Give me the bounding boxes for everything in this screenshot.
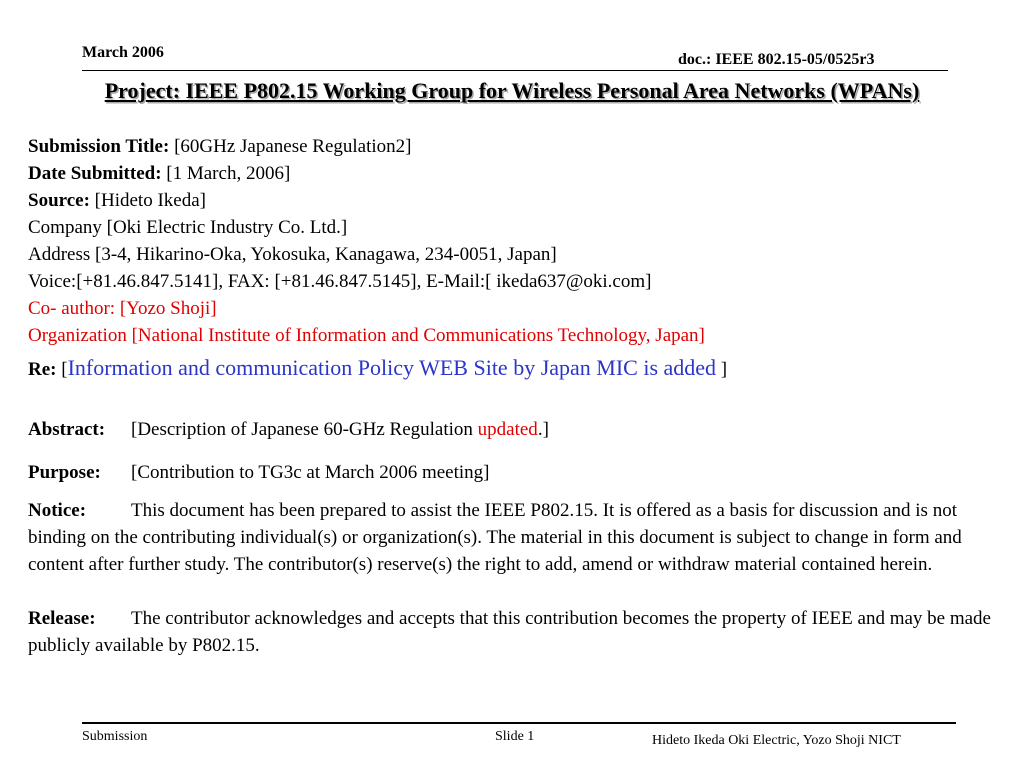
notice-label: Notice: [28,500,87,521]
abstract-line [28,419,549,441]
submission-title-label: Submission Title: [28,136,170,157]
purpose-label: Purpose: [28,462,101,483]
project-title: Project: IEEE P802.15 Working Group for Wireless Personal Area Networks (WPANs) [104,78,920,103]
voice-line: Voice:[+81.46.847.5141], FAX: [+81.46.847.5145], E-Mail:[ ikeda637@oki.com] [28,271,652,292]
coauthor-line: Co- author: [Yozo Shoji] [28,298,217,319]
header-rule [82,70,948,71]
re-open-bracket: [ [56,359,68,380]
notice-text: This document has been prepared to assist the IEEE P802.15. It is offered as a basis for discussion and is not binding on the contributing individual(s) or organization(s). The material in this document is subject to change in form and content after further study. The contributor(s) reserve(s) the right to add, amend or withdraw material contained herein. [28,500,962,575]
submission-title-value: [60GHz Japanese Regulation2] [174,136,412,157]
abstract-highlight: updated [477,419,538,440]
source-line [28,190,206,212]
notice-paragraph [28,497,1018,578]
re-value: Information and communication Policy WEB Site by Japan MIC is added [67,355,717,380]
release-label: Release: [28,608,96,629]
address-line: Address [3-4, Hikarino-Oka, Yokosuka, Kanagawa, 234-0051, Japan] [28,244,557,265]
company-line: Company [Oki Electric Industry Co. Ltd.] [28,217,348,238]
footer-authors: Hideto Ikeda Oki Electric, Yozo Shoji NICT [652,733,901,748]
footer-rule [82,722,956,724]
source-value: [Hideto Ikeda] [94,190,206,211]
submission-title-line [28,136,412,158]
footer-submission: Submission [82,729,148,744]
abstract-text: [Description of Japanese 60-GHz Regulation [131,419,478,440]
release-text: The contributor acknowledges and accepts that this contribution becomes the property of IEEE and may be made publicly available by P802.15. [28,608,991,656]
abstract-label: Abstract: [28,419,106,440]
date-submitted-value: [1 March, 2006] [166,163,291,184]
purpose-text: [Contribution to TG3c at March 2006 meeting] [131,462,490,483]
source-label: Source: [28,190,90,211]
organization-line: Organization [National Institute of Information and Communications Technology, Japan] [28,325,705,346]
abstract-close: .] [537,419,549,440]
re-close-bracket: ] [716,359,728,380]
date-submitted-line [28,163,290,185]
re-label: Re: [28,359,57,380]
header-date: March 2006 [82,44,164,61]
release-paragraph [28,605,1018,659]
purpose-line [28,462,489,484]
re-line [28,355,727,381]
header-doc-id: doc.: IEEE 802.15-05/0525r3 [678,51,875,68]
date-submitted-label: Date Submitted: [28,163,162,184]
footer-slide-number: Slide 1 [495,729,535,744]
